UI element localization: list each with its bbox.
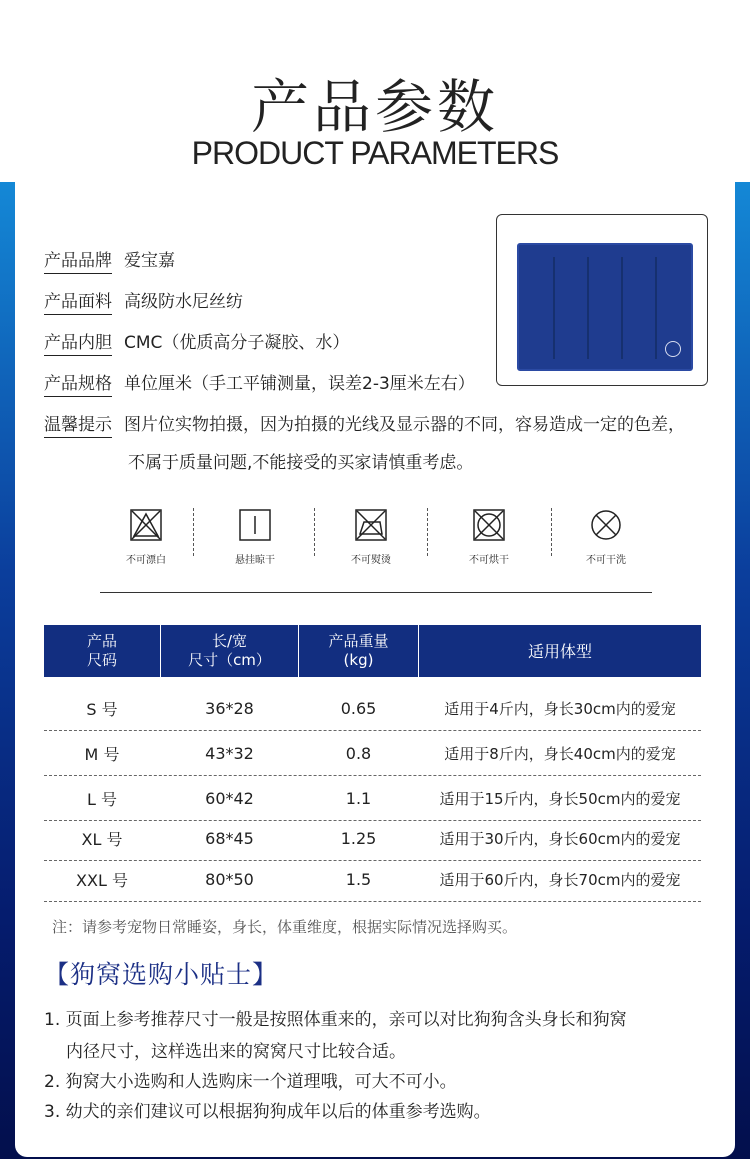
care-label: 悬挂晾干 (235, 555, 275, 566)
param-value: 图片位实物拍摄，因为拍摄的光线及显示器的不同，容易造成一定的色差， (124, 415, 685, 435)
care-no-iron (316, 508, 426, 566)
header-fit: 适用体型 (527, 641, 592, 661)
param-brand (44, 246, 175, 274)
tip-item: 内径尺寸，这样选出来的窝窝尺寸比较合适。 (66, 1042, 406, 1062)
param-label: 产品规格 (44, 369, 112, 397)
cell-size: XL 号 (81, 829, 123, 849)
care-no-dry-clean (551, 508, 661, 566)
no-iron-icon (354, 508, 388, 542)
cell-dimension: 68*45 (205, 828, 254, 848)
param-value: 爱宝嘉 (124, 251, 175, 271)
care-label: 不可熨烫 (351, 555, 391, 566)
param-value: 高级防水尼丝纺 (124, 292, 243, 312)
cell-dimension: 80*50 (205, 869, 254, 889)
page-subtitle: PRODUCT PARAMETERS (191, 135, 559, 171)
care-no-bleach (91, 508, 201, 566)
header-dimension: 长/宽 尺寸（cm） (188, 632, 271, 669)
cell-weight: 1.25 (340, 828, 377, 848)
cell-fit: 适用于8斤内，身长40cm内的爱宠 (444, 744, 676, 763)
cell-fit: 适用于15斤内，身长50cm内的爱宠 (439, 789, 681, 808)
tip-item: 3. 幼犬的亲们建议可以根据狗狗成年以后的体重参考选购。 (44, 1102, 491, 1122)
header-weight: 产品重量 (kg) (328, 632, 389, 669)
cell-size: S 号 (86, 699, 118, 719)
care-label: 不可干洗 (586, 555, 626, 566)
care-divider (193, 508, 194, 556)
param-fabric (44, 287, 243, 315)
tip-item: 1. 页面上参考推荐尺寸一般是按照体重来的，亲可以对比狗狗含头身长和狗窝 (44, 1010, 627, 1030)
page-title: 产品参数 (250, 73, 499, 141)
cell-size: M 号 (84, 744, 120, 764)
care-divider (427, 508, 428, 556)
hang-dry-icon (238, 508, 272, 542)
cell-dimension: 36*28 (205, 698, 254, 718)
table-row (44, 857, 701, 902)
care-hang-dry (200, 508, 310, 566)
product-image (517, 243, 693, 371)
cell-fit: 适用于4斤内，身长30cm内的爱宠 (444, 699, 676, 718)
section-divider (100, 592, 652, 593)
table-row (44, 686, 701, 731)
product-image-frame (496, 214, 708, 386)
no-bleach-icon (129, 508, 163, 542)
table-row (44, 731, 701, 776)
cell-weight: 0.8 (345, 743, 372, 763)
param-value: CMC（优质高分子凝胶、水） (124, 333, 350, 353)
no-tumble-dry-icon (472, 508, 506, 542)
param-label: 产品品牌 (44, 246, 112, 274)
cell-size: XXL 号 (76, 870, 128, 890)
cell-weight: 0.65 (340, 698, 377, 718)
param-label: 产品内胆 (44, 328, 112, 356)
care-label: 不可漂白 (126, 555, 166, 566)
brand-logo-icon (665, 341, 681, 357)
param-notice-line2: 不属于质量问题,不能接受的买家请慎重考虑。 (128, 453, 474, 473)
param-label: 温馨提示 (44, 410, 112, 438)
cell-size: L 号 (86, 789, 117, 809)
care-divider (314, 508, 315, 556)
param-spec (44, 369, 475, 397)
tips-title: 【狗窝选购小贴士】 (44, 960, 279, 989)
size-table-header (44, 625, 701, 677)
param-value: 单位厘米（手工平铺测量，误差2-3厘米左右） (124, 374, 475, 394)
table-row (44, 816, 701, 861)
table-note: 注：请参考宠物日常睡姿，身长，体重维度，根据实际情况选择购买。 (52, 918, 518, 936)
cell-weight: 1.1 (345, 788, 372, 808)
cell-weight: 1.5 (345, 869, 372, 889)
care-label: 不可烘干 (469, 555, 509, 566)
cell-dimension: 60*42 (205, 788, 254, 808)
care-no-tumble-dry (434, 508, 544, 566)
tip-item: 2. 狗窝大小选购和人选购床一个道理哦，可大不可小。 (44, 1072, 457, 1092)
param-filling (44, 328, 349, 356)
param-label: 产品面料 (44, 287, 112, 315)
header-size: 产品 尺码 (86, 632, 117, 669)
cell-fit: 适用于60斤内，身长70cm内的爱宠 (439, 870, 681, 889)
cell-fit: 适用于30斤内，身长60cm内的爱宠 (439, 829, 681, 848)
param-notice (44, 410, 685, 438)
cell-dimension: 43*32 (205, 743, 254, 763)
no-dry-clean-icon (589, 508, 623, 542)
table-row (44, 776, 701, 821)
